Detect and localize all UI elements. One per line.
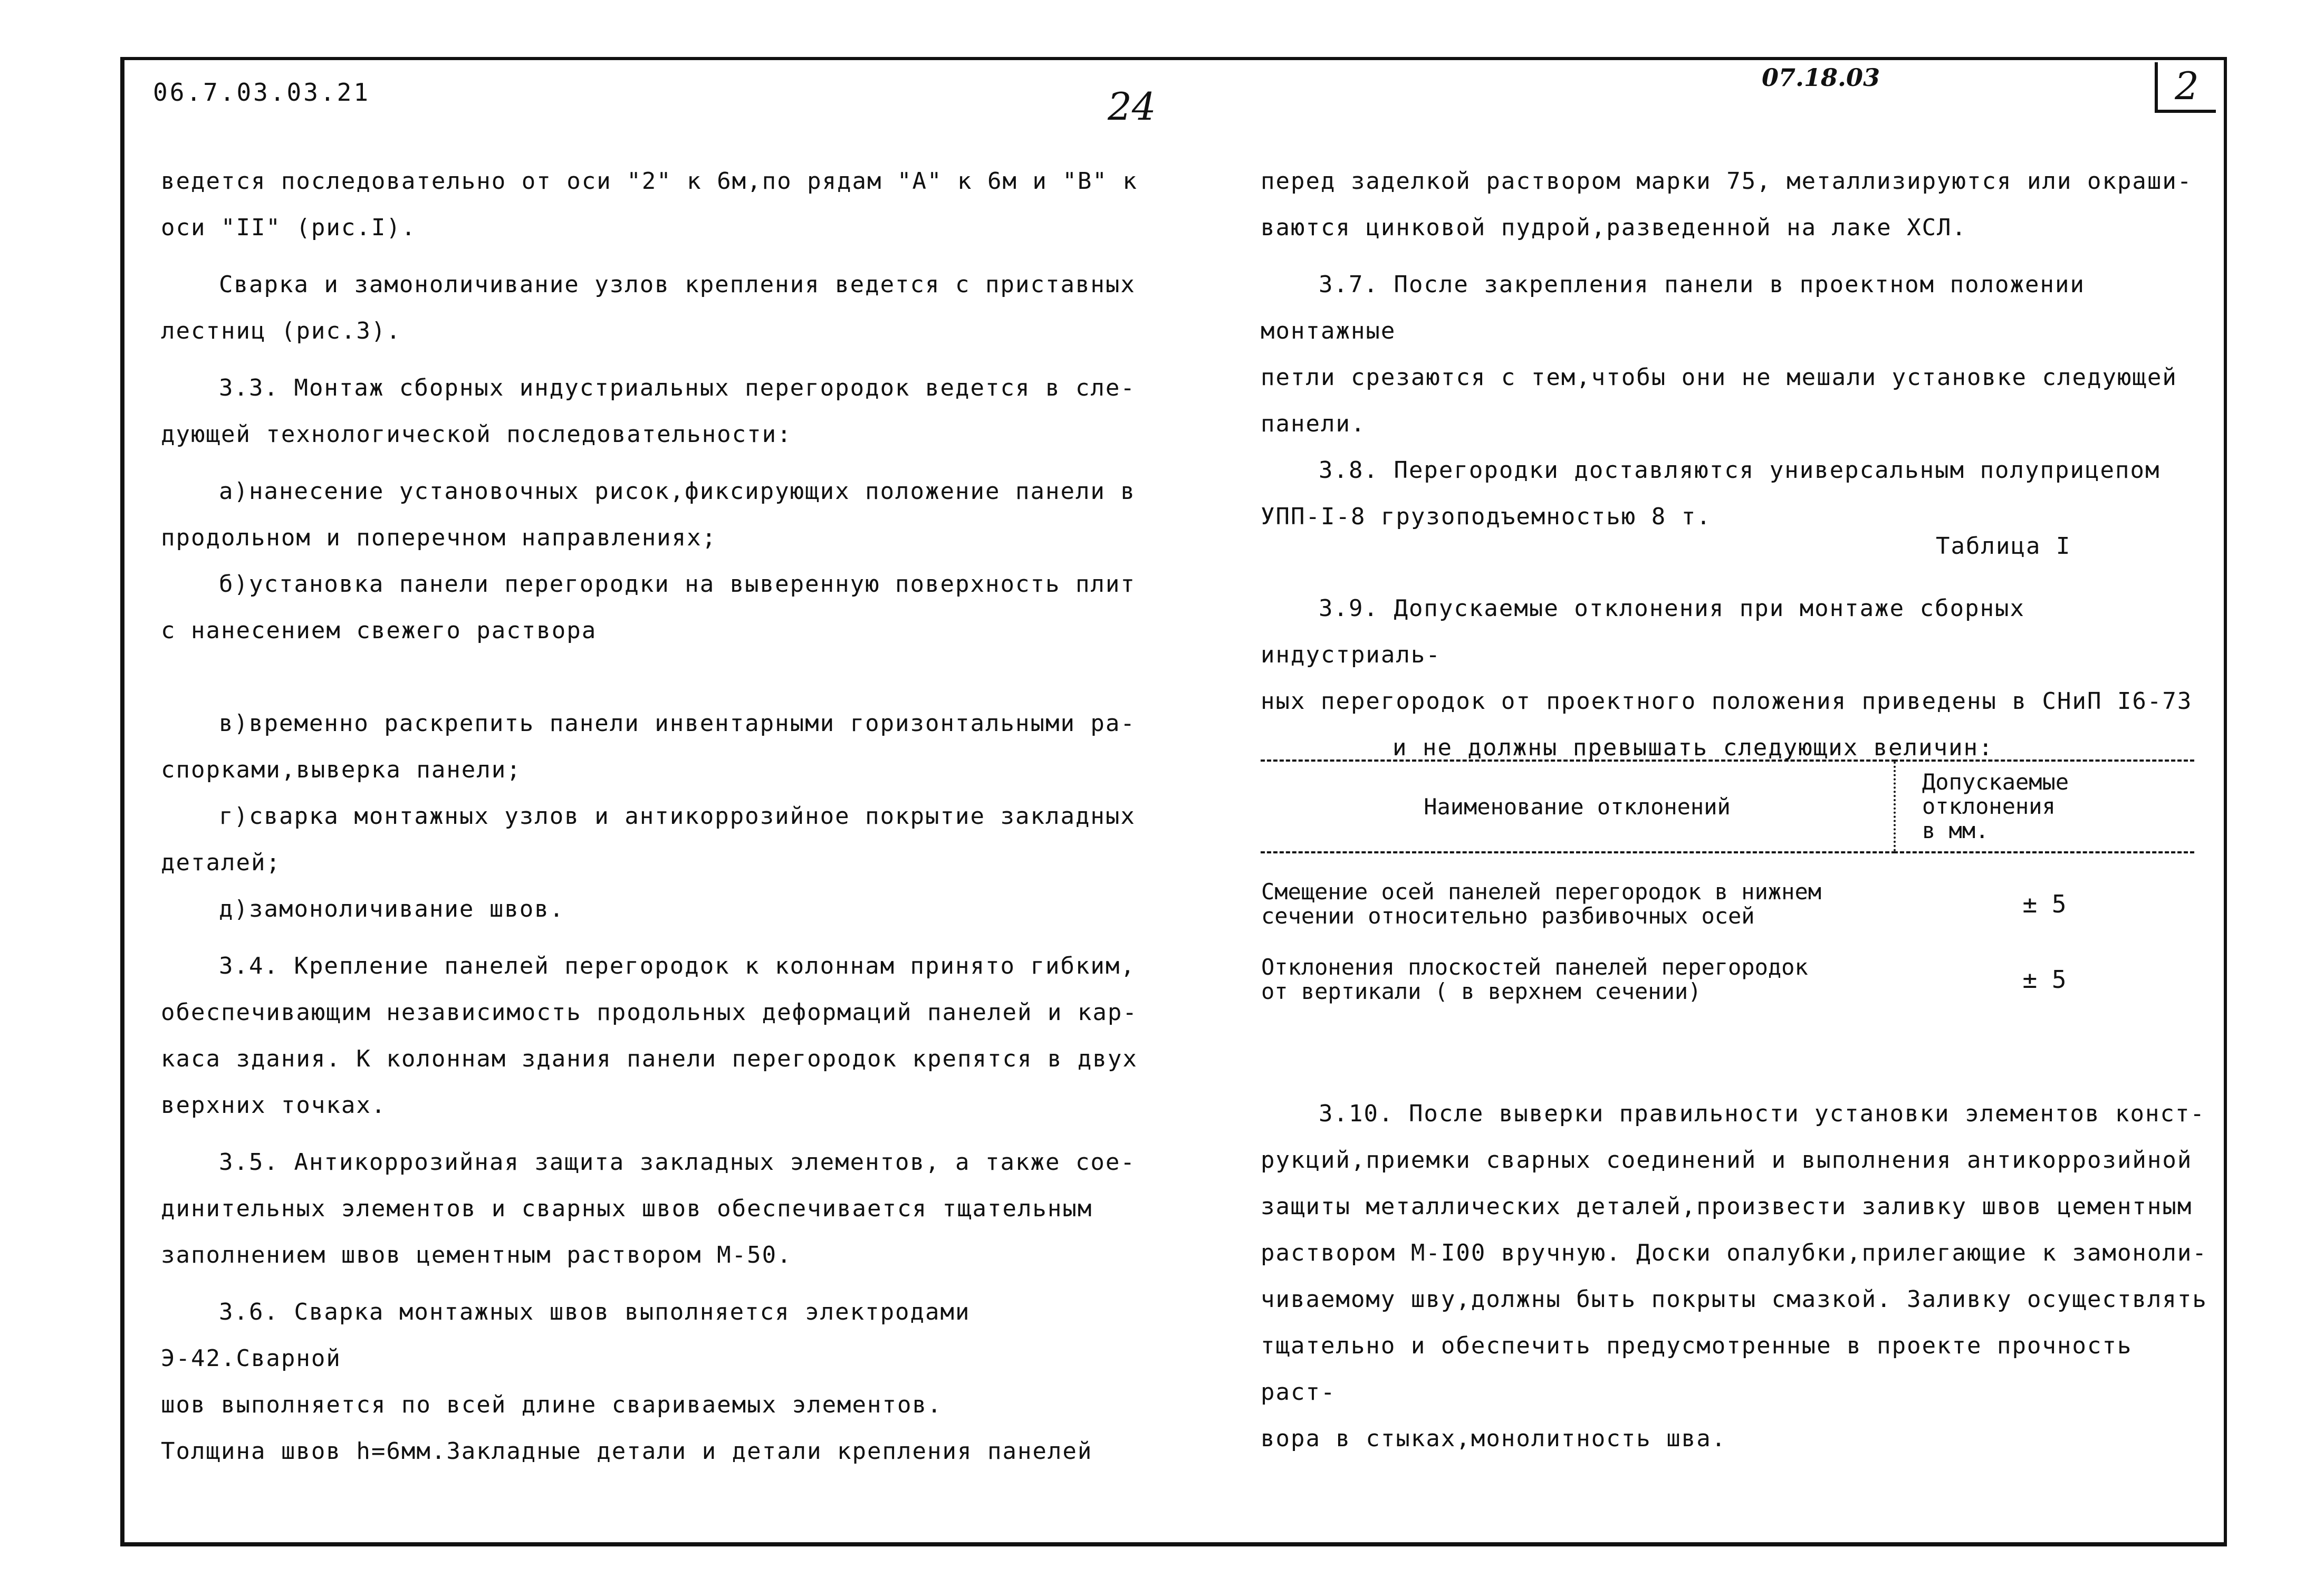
- table-caption: Таблица I: [1936, 533, 2071, 560]
- sheet-number: 2: [2155, 62, 2216, 113]
- paragraph-line: петли срезаются с тем,чтобы они не мешали установке следующей: [1261, 364, 2177, 391]
- deviation-table: [1261, 760, 2194, 1004]
- paragraph-line: Сварка и замоноличивание узлов крепления ведется с приставных: [219, 271, 1136, 298]
- paragraph-line: Толщина швов h=6мм.Закладные детали и детали крепления панелей: [161, 1438, 1093, 1465]
- list-item-d: д)замоноличивание швов.: [219, 896, 565, 922]
- paragraph-line: вора в стыках,монолитность шва.: [1261, 1425, 1727, 1452]
- paragraph-line: панели.: [1261, 410, 1366, 437]
- section-3-3: 3.3. Монтаж сборных индустриальных перегородок ведется в сле-: [219, 374, 1136, 401]
- paragraph-line: спорками,выверка панели;: [161, 756, 522, 783]
- paragraph-line: шов выполняется по всей длине свариваемых элементов.: [161, 1391, 943, 1418]
- paragraph-line: УПП-I-8 грузоподъемностью 8 т.: [1261, 503, 1712, 530]
- right-column-mid: [1261, 585, 2210, 771]
- handwritten-date: 07.18.03: [1762, 63, 1880, 92]
- table-header-row: [1261, 761, 2194, 852]
- section-3-10: 3.10. После выверки правильности установки элементов конст-: [1319, 1100, 2205, 1127]
- section-3-5: 3.5. Антикоррозийная защита закладных элементов, а также сое-: [219, 1149, 1136, 1176]
- table-cell-name: Смещение осей панелей перегородок в нижнем сечении относительно разбивочных осей: [1261, 879, 1822, 929]
- paragraph-line: заполнением швов цементным раствором М-50.: [161, 1242, 792, 1268]
- paragraph-line: дующей технологической последовательности:: [161, 421, 792, 448]
- paragraph-line: тщательно и обеспечить предусмотренные в проекте прочность раст-: [1261, 1332, 2133, 1406]
- section-3-9: 3.9. Допускаемые отклонения при монтаже сборных индустриаль-: [1261, 595, 2025, 668]
- page-number: 24: [1108, 84, 1156, 129]
- list-item-v: в)временно раскрепить панели инвентарными горизонтальными ра-: [219, 710, 1136, 737]
- paragraph-line: оси "II" (рис.I).: [161, 214, 417, 241]
- right-column-bottom: [1261, 1091, 2210, 1462]
- list-item-a: а)нанесение установочных рисок,фиксирующих положение панели в: [219, 478, 1136, 505]
- table-header-value: Допускаемые отклонения в мм.: [1922, 769, 2069, 843]
- table-row: [1261, 929, 2194, 1004]
- right-column-top: [1261, 158, 2210, 540]
- paragraph-line: верхних точках.: [161, 1092, 387, 1119]
- paragraph-line: обеспечивающим независимость продольных деформаций панелей и кар-: [161, 999, 1138, 1026]
- table-cell-value: ± 5: [2022, 965, 2067, 994]
- table-cell-name: Отклонения плоскостей панелей перегородок от вертикали ( в верхнем сечении): [1261, 954, 1808, 1004]
- section-3-6: 3.6. Сварка монтажных швов выполняется электродами Э-42.Сварной: [161, 1299, 971, 1372]
- paragraph-line: каса здания. К колоннам здания панели перегородок крепятся в двух: [161, 1045, 1138, 1072]
- list-item-b: б)установка панели перегородки на выверенную поверхность плит: [219, 571, 1136, 598]
- paragraph-line: ных перегородок от проектного положения приведены в СНиП I6-73: [1261, 688, 2193, 715]
- paragraph-line: перед заделкой раствором марки 75, металлизируются или окраши-: [1261, 168, 2193, 195]
- paragraph-line: продольном и поперечном направлениях;: [161, 524, 717, 551]
- document-code: 06.7.03.03.21: [153, 78, 371, 107]
- paragraph-line: деталей;: [161, 849, 281, 876]
- paragraph-line: чиваемому шву,должны быть покрыты смазкой. Заливку осуществлять: [1261, 1286, 2207, 1313]
- list-item-g: г)сварка монтажных узлов и антикоррозийное покрытие закладных: [219, 803, 1136, 830]
- section-3-4: 3.4. Крепление панелей перегородок к колоннам принято гибким,: [219, 953, 1136, 979]
- section-3-8: 3.8. Перегородки доставляются универсальным полуприцепом: [1319, 457, 2160, 484]
- paragraph-line: лестниц (рис.3).: [161, 318, 401, 344]
- section-3-7: 3.7. После закрепления панели в проектном положении монтажные: [1261, 271, 2086, 344]
- paragraph-line: и не должны превышать следующих величин:: [1393, 734, 1994, 761]
- paragraph-line: защиты металлических деталей,произвести заливку швов цементным: [1261, 1193, 2193, 1220]
- table-row: [1261, 852, 2194, 929]
- paragraph-line: ваются цинковой пудрой,разведенной на лаке ХСЛ.: [1261, 214, 1967, 241]
- paragraph-line: рукций,приемки сварных соединений и выполнения антикоррозийной: [1261, 1147, 2193, 1174]
- paragraph-line: динительных элементов и сварных швов обеспечивается тщательным: [161, 1195, 1093, 1222]
- paragraph-line: ведется последовательно от оси "2" к 6м,по рядам "А" к 6м и "В" к: [161, 168, 1138, 195]
- paragraph-line: раствором М-I00 вручную. Доски опалубки,прилегающие к замоноли-: [1261, 1239, 2207, 1266]
- left-column: [161, 158, 1163, 1475]
- table-header-name: Наименование отклонений: [1261, 761, 1895, 852]
- table-cell-value: ± 5: [2022, 890, 2067, 918]
- paragraph-line: с нанесением свежего раствора: [161, 617, 597, 644]
